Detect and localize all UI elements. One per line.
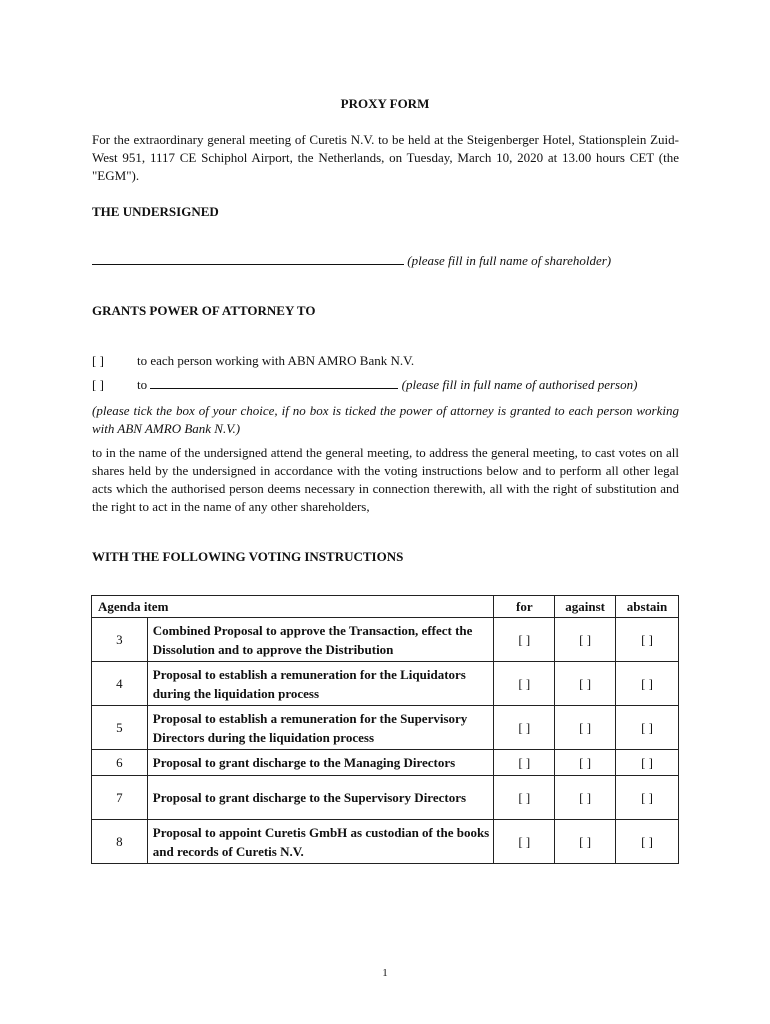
table-header-row	[92, 596, 679, 618]
abstain-checkbox[interactable]: [ ]	[616, 820, 679, 864]
agenda-number: 6	[92, 750, 148, 776]
voting-heading: WITH THE FOLLOWING VOTING INSTRUCTIONS	[92, 549, 404, 564]
undersigned-heading: THE UNDERSIGNED	[92, 204, 219, 219]
abstain-checkbox[interactable]: [ ]	[616, 750, 679, 776]
against-checkbox[interactable]: [ ]	[555, 662, 616, 706]
agenda-item-header: Agenda item	[92, 596, 494, 618]
table-row	[92, 750, 679, 776]
shareholder-name-field[interactable]	[92, 253, 404, 265]
abstain-checkbox[interactable]: [ ]	[616, 618, 679, 662]
against-checkbox[interactable]: [ ]	[555, 618, 616, 662]
against-checkbox[interactable]: [ ]	[555, 820, 616, 864]
agenda-text: Proposal to establish a remuneration for the Liquidators during the liquidation process	[147, 662, 494, 706]
agenda-number: 3	[92, 618, 148, 662]
agenda-text: Proposal to establish a remuneration for the Supervisory Directors during the liquidation process	[147, 706, 494, 750]
voting-table	[91, 595, 679, 864]
page-number: 1	[382, 967, 388, 979]
agenda-text: Proposal to appoint Curetis GmbH as custodian of the books and records of Curetis N.V.	[147, 820, 494, 864]
agenda-number: 7	[92, 776, 148, 820]
option1-checkbox[interactable]: [ ]	[92, 353, 104, 368]
agenda-number: 5	[92, 706, 148, 750]
agenda-text: Proposal to grant discharge to the Supervisory Directors	[147, 776, 494, 820]
option1-label: to each person working with ABN AMRO Bank N.V.	[137, 353, 415, 368]
for-checkbox[interactable]: [ ]	[494, 618, 555, 662]
table-row	[92, 820, 679, 864]
abstain-checkbox[interactable]: [ ]	[616, 706, 679, 750]
for-checkbox[interactable]: [ ]	[494, 662, 555, 706]
abstain-checkbox[interactable]: [ ]	[616, 776, 679, 820]
option2-checkbox[interactable]: [ ]	[92, 377, 104, 392]
tick-note: (please tick the box of your choice, if no box is ticked the power of attorney is granted to each person working with ABN AMRO Bank N.V.)	[92, 403, 679, 436]
authorised-person-field[interactable]	[150, 377, 398, 389]
option2-hint: (please fill in full name of authorised person)	[401, 377, 638, 392]
option2-prefix: to	[137, 377, 148, 392]
option2-line	[137, 377, 637, 393]
for-header: for	[494, 596, 555, 618]
authority-paragraph: to in the name of the undersigned attend the general meeting, to address the general meeting, to cast votes on all shares held by the undersigned in accordance with the voting instructions below and to perform all other legal acts which the authorised person deems necessary in connection therewith, all with the right of substitution and the right to act in the name of any other shareholders,	[92, 445, 679, 514]
grants-heading: GRANTS POWER OF ATTORNEY TO	[92, 303, 316, 318]
against-checkbox[interactable]: [ ]	[555, 776, 616, 820]
table-row	[92, 776, 679, 820]
table-row	[92, 662, 679, 706]
for-checkbox[interactable]: [ ]	[494, 776, 555, 820]
table-row	[92, 706, 679, 750]
table-row	[92, 618, 679, 662]
for-checkbox[interactable]: [ ]	[494, 706, 555, 750]
for-checkbox[interactable]: [ ]	[494, 750, 555, 776]
agenda-text: Proposal to grant discharge to the Managing Directors	[147, 750, 494, 776]
page-title: PROXY FORM	[340, 96, 430, 111]
shareholder-hint: (please fill in full name of shareholder)	[407, 253, 612, 268]
abstain-checkbox[interactable]: [ ]	[616, 662, 679, 706]
intro-paragraph: For the extraordinary general meeting of Curetis N.V. to be held at the Steigenberger Hotel, Stationsplein Zuid-West 951, 1117 CE Schiphol Airport, the Netherlands, on Tuesday, March 10, 2020 at 13.00 hours CET (the "EGM").	[92, 132, 679, 183]
against-checkbox[interactable]: [ ]	[555, 706, 616, 750]
abstain-header: abstain	[616, 596, 679, 618]
shareholder-name-line	[92, 253, 611, 269]
agenda-text: Combined Proposal to approve the Transaction, effect the Dissolution and to approve the Distribution	[147, 618, 494, 662]
against-header: against	[555, 596, 616, 618]
agenda-number: 4	[92, 662, 148, 706]
agenda-number: 8	[92, 820, 148, 864]
for-checkbox[interactable]: [ ]	[494, 820, 555, 864]
against-checkbox[interactable]: [ ]	[555, 750, 616, 776]
